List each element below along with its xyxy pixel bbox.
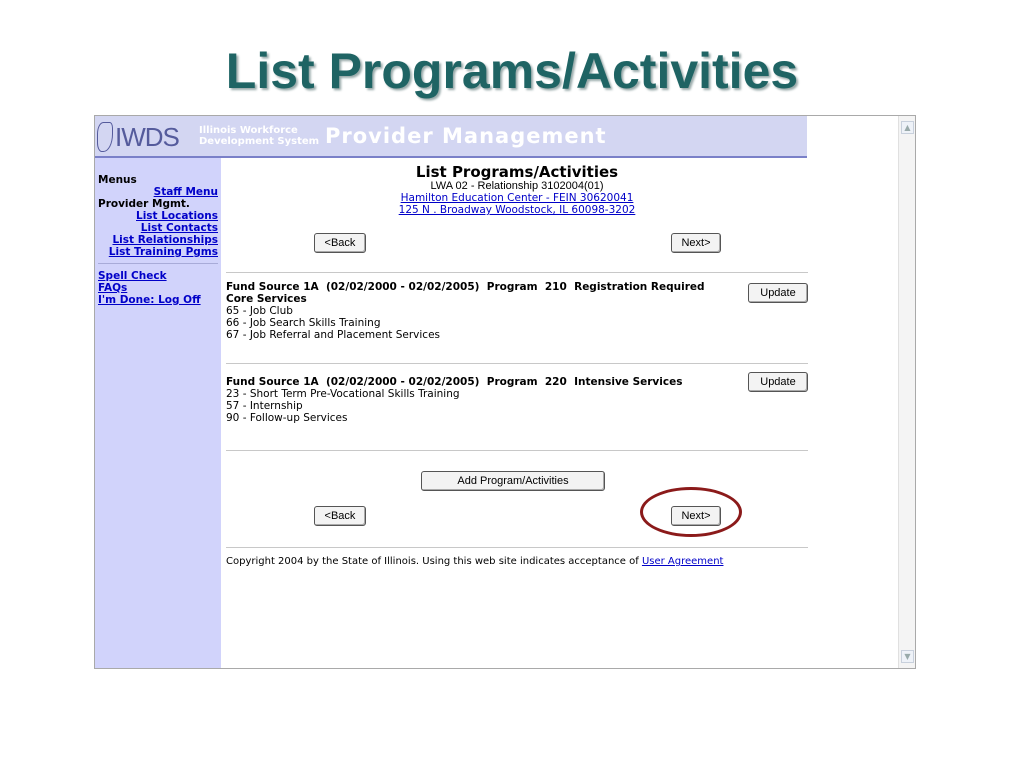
logo-subtitle: Illinois Workforce Development System (199, 125, 320, 147)
main-content (226, 158, 808, 216)
scroll-up-icon[interactable]: ▲ (901, 121, 914, 134)
divider (226, 547, 808, 548)
provider-mgmt-label: Provider Mgmt. (98, 198, 190, 210)
program-block-220 (226, 376, 746, 424)
footer (226, 556, 723, 567)
header-banner (95, 116, 807, 158)
sidebar-divider (98, 263, 218, 264)
activity-item: 67 - Job Referral and Placement Services (226, 329, 441, 341)
activity-item: 66 - Job Search Skills Training (226, 317, 381, 329)
page-heading: List Programs/Activities (415, 163, 619, 181)
update-button-220[interactable]: Update (748, 372, 808, 392)
update-button-210[interactable]: Update (748, 283, 808, 303)
slide-title: List Programs/Activities (225, 43, 799, 99)
highlight-circle (640, 487, 742, 537)
program-block-210 (226, 281, 746, 341)
back-button-bottom[interactable]: <Back (314, 506, 366, 526)
sidebar-item-list-training-pgms[interactable]: List Training Pgms (108, 246, 218, 258)
copyright-text: Copyright 2004 by the State of Illinois. Using this web site indicates acceptance of (226, 556, 639, 567)
sidebar-item-list-locations[interactable]: List Locations (136, 210, 218, 222)
banner-title: Provider Management (325, 124, 607, 148)
menus-label: Menus (98, 174, 137, 186)
browser-window (94, 115, 916, 669)
provider-link[interactable]: Hamilton Education Center - FEIN 30620041 (400, 192, 634, 204)
activity-item: 90 - Follow-up Services (226, 412, 348, 424)
scroll-down-icon[interactable]: ▼ (901, 650, 914, 663)
user-agreement-link[interactable]: User Agreement (641, 556, 724, 567)
logoff-link[interactable]: I'm Done: Log Off (98, 294, 201, 306)
relationship-text: LWA 02 - Relationship 3102004(01) (430, 180, 604, 192)
next-button-top[interactable]: Next> (671, 233, 721, 253)
scrollbar[interactable] (898, 116, 915, 668)
sidebar (95, 158, 221, 668)
program-header: Fund Source 1A (02/02/2000 - 02/02/2005) Program 210 Registration Required (226, 281, 705, 293)
sidebar-item-list-relationships[interactable]: List Relationships (112, 234, 218, 246)
program-header: Fund Source 1A (02/02/2000 - 02/02/2005) Program 220 Intensive Services (226, 376, 683, 388)
add-program-button[interactable]: Add Program/Activities (421, 471, 605, 491)
staff-menu-link[interactable]: Staff Menu (153, 186, 218, 198)
sidebar-item-list-contacts[interactable]: List Contacts (140, 222, 218, 234)
address-link[interactable]: 125 N . Broadway Woodstock, IL 60098-3202 (398, 204, 636, 216)
divider (226, 272, 808, 273)
program-subheader: Core Services (226, 293, 307, 305)
next-button-bottom[interactable]: Next> (671, 506, 721, 526)
divider (226, 450, 808, 451)
activity-item: 57 - Internship (226, 400, 303, 412)
illinois-map-icon (97, 122, 113, 152)
back-button-top[interactable]: <Back (314, 233, 366, 253)
iwds-logo: IWDS (97, 122, 179, 153)
faqs-link[interactable]: FAQs (98, 282, 128, 294)
spell-check-link[interactable]: Spell Check (98, 270, 167, 282)
activity-item: 65 - Job Club (226, 305, 293, 317)
divider (226, 363, 808, 364)
activity-item: 23 - Short Term Pre-Vocational Skills Training (226, 388, 460, 400)
